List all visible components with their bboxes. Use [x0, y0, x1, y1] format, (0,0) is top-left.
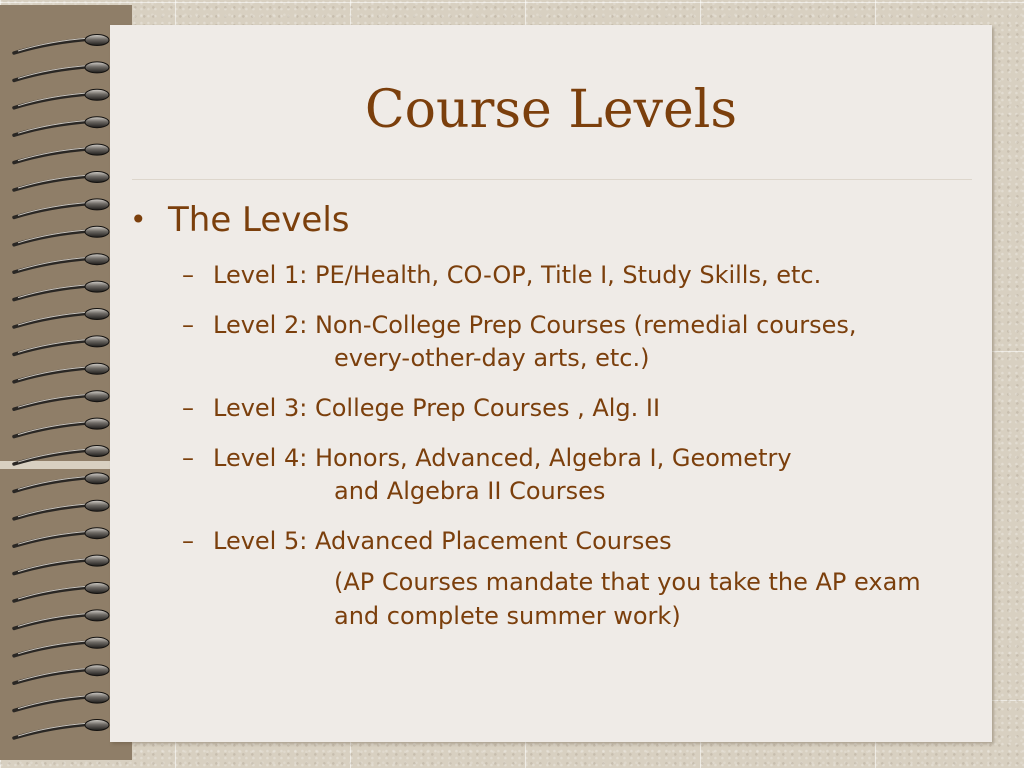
level-4-continuation: and Algebra II Courses	[334, 477, 606, 505]
spiral-coil-icon	[14, 446, 109, 465]
dash-marker: –	[182, 311, 194, 339]
spiral-coil-icon	[14, 720, 109, 739]
spiral-coil-icon	[14, 226, 109, 245]
spiral-coil-icon	[14, 336, 109, 355]
spiral-coil-icon	[14, 117, 109, 136]
level-2-continuation: every-other-day arts, etc.)	[334, 344, 650, 372]
bullet-the-levels	[130, 198, 350, 242]
slide-title: Course Levels	[364, 80, 738, 140]
spiral-coil-icon	[14, 583, 109, 602]
spiral-coil-icon	[14, 35, 109, 54]
list-item-level-4	[182, 441, 792, 475]
spiral-coil-icon	[14, 391, 109, 410]
dash-marker: –	[182, 527, 194, 555]
level-1-text: Level 1: PE/Health, CO-OP, Title I, Study Skills, etc.	[213, 261, 822, 289]
dash-marker: –	[182, 444, 194, 472]
spiral-coil-icon	[14, 418, 109, 437]
spiral-coil-icon	[14, 62, 109, 81]
dash-marker: –	[182, 394, 194, 422]
dash-marker: –	[182, 261, 194, 289]
level-3-text: Level 3: College Prep Courses , Alg. II	[213, 394, 661, 422]
spiral-coil-icon	[14, 610, 109, 629]
level-2-text: Level 2: Non-College Prep Courses (remedial courses,	[213, 311, 857, 339]
list-item-level-1	[182, 258, 821, 292]
spiral-coil-icon	[14, 199, 109, 218]
list-item-level-3	[182, 391, 660, 425]
spiral-coil-icon	[14, 692, 109, 711]
level-5-note-line-2: and complete summer work)	[334, 602, 681, 630]
spiral-coil-icon	[14, 89, 109, 108]
level-5-note-line-1: (AP Courses mandate that you take the AP exam	[334, 568, 921, 596]
level-5-text: Level 5: Advanced Placement Courses	[213, 527, 672, 555]
list-item-level-5	[182, 524, 672, 558]
spiral-coil-icon	[14, 281, 109, 300]
bullet-marker: •	[130, 203, 147, 236]
spiral-coil-icon	[14, 254, 109, 273]
spiral-coil-icon	[14, 528, 109, 547]
spiral-coil-icon	[14, 665, 109, 684]
spiral-coil-icon	[14, 555, 109, 574]
spiral-coil-icon	[14, 473, 109, 492]
bullet-text: The Levels	[168, 200, 350, 240]
spiral-coil-icon	[14, 172, 109, 191]
spiral-coil-icon	[14, 309, 109, 328]
spiral-coil-icon	[14, 144, 109, 163]
title-divider	[132, 179, 972, 180]
list-item-level-2	[182, 308, 856, 342]
spiral-binding-icon	[10, 24, 120, 744]
spiral-coil-icon	[14, 637, 109, 656]
level-4-text: Level 4: Honors, Advanced, Algebra I, Geometry	[213, 444, 792, 472]
spiral-coil-icon	[14, 500, 109, 519]
spiral-coil-icon	[14, 363, 109, 382]
